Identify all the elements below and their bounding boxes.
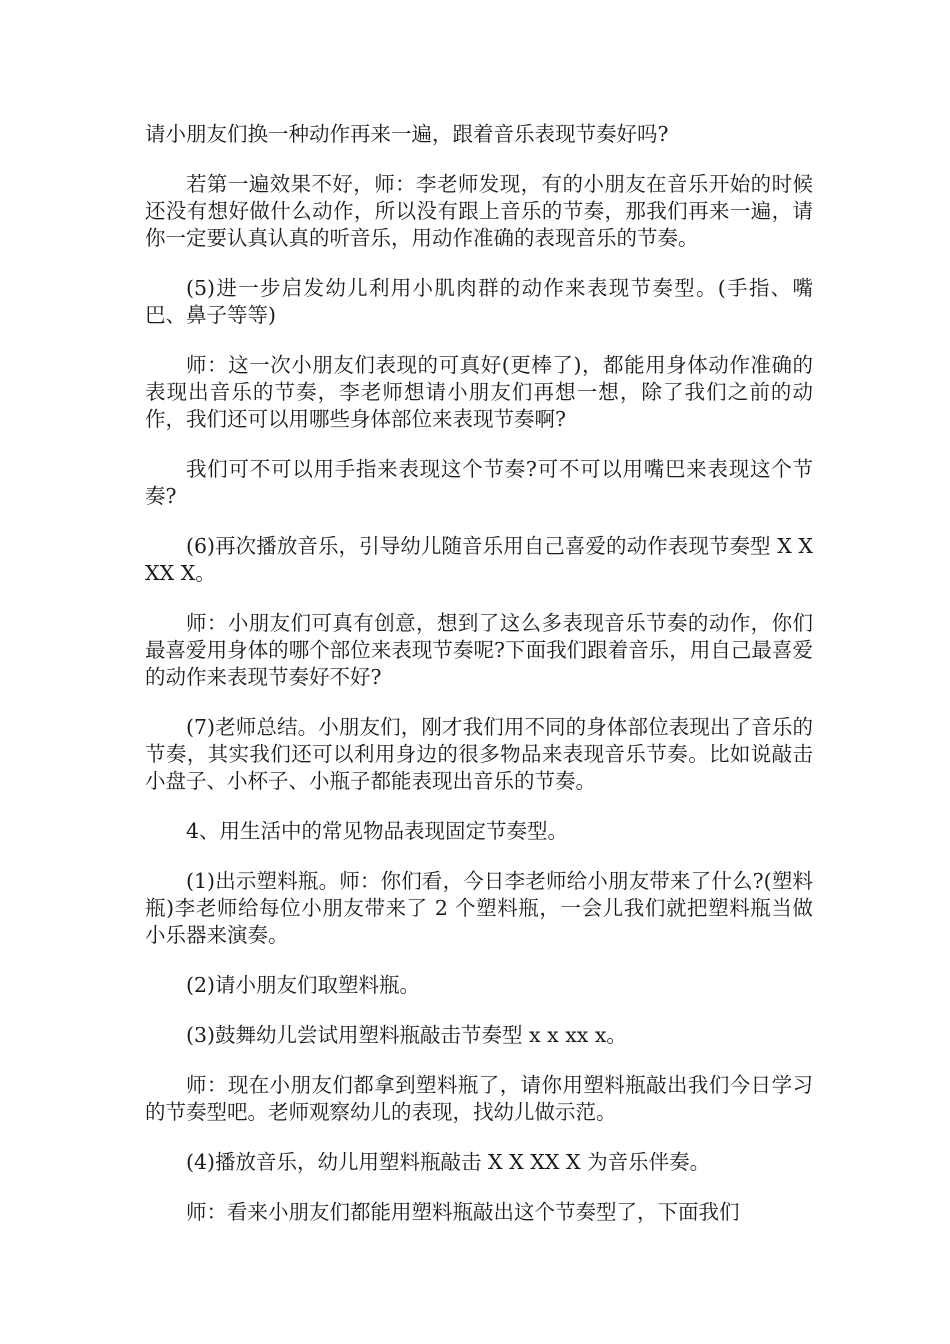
paragraph: 若第一遍效果不好，师：李老师发现，有的小朋友在音乐开始的时候还没有想好做什么动作，所以没有跟上音乐的节奏，那我们再来一遍，请你一定要认真认真的听音乐，用动作准确的表现音乐的节奏。	[145, 172, 813, 250]
paragraph: (7)老师总结。小朋友们，刚才我们用不同的身体部位表现出了音乐的节奏，其实我们还可以利用身边的很多物品来表现音乐节奏。比如说敲击小盘子、小杯子、小瓶子都能表现出音乐的节奏。	[145, 715, 813, 793]
paragraph: (4)播放音乐，幼儿用塑料瓶敲击 X X XX X 为音乐伴奏。	[186, 1150, 711, 1174]
paragraph: 师：小朋友们可真有创意，想到了这么多表现音乐节奏的动作，你们最喜爱用身体的哪个部位来表现节奏呢?下面我们跟着音乐，用自己最喜爱的动作来表现节奏好不好?	[145, 611, 813, 689]
document-body	[145, 121, 813, 1249]
paragraph: (6)再次播放音乐，引导幼儿随音乐用自己喜爱的动作表现节奏型 X X XX X。	[145, 534, 813, 585]
paragraph: 请小朋友们换一种动作再来一遍，跟着音乐表现节奏好吗?	[145, 122, 669, 146]
paragraph: 师：现在小朋友们都拿到塑料瓶了，请你用塑料瓶敲出我们今日学习的节奏型吧。老师观察幼儿的表现，找幼儿做示范。	[145, 1073, 813, 1124]
paragraph: (1)出示塑料瓶。师：你们看，今日李老师给小朋友带来了什么?(塑料瓶)李老师给每位小朋友带来了 2 个塑料瓶，一会儿我们就把塑料瓶当做小乐器来演奏。	[145, 869, 813, 947]
paragraph: 师：这一次小朋友们表现的可真好(更棒了)，都能用身体动作准确的表现出音乐的节奏，李老师想请小朋友们再想一想，除了我们之前的动作，我们还可以用哪些身体部位来表现节奏啊?	[145, 353, 813, 431]
paragraph: (2)请小朋友们取塑料瓶。	[186, 973, 421, 997]
section-heading: 4、用生活中的常见物品表现固定节奏型。	[186, 819, 569, 843]
paragraph: (5)进一步启发幼儿利用小肌肉群的动作来表现节奏型。(手指、嘴巴、鼻子等等)	[145, 276, 813, 327]
paragraph: (3)鼓舞幼儿尝试用塑料瓶敲击节奏型 x x xx x。	[186, 1023, 627, 1047]
paragraph: 我们可不可以用手指来表现这个节奏?可不可以用嘴巴来表现这个节奏?	[145, 457, 813, 508]
paragraph: 师：看来小朋友们都能用塑料瓶敲出这个节奏型了，下面我们	[186, 1200, 740, 1224]
